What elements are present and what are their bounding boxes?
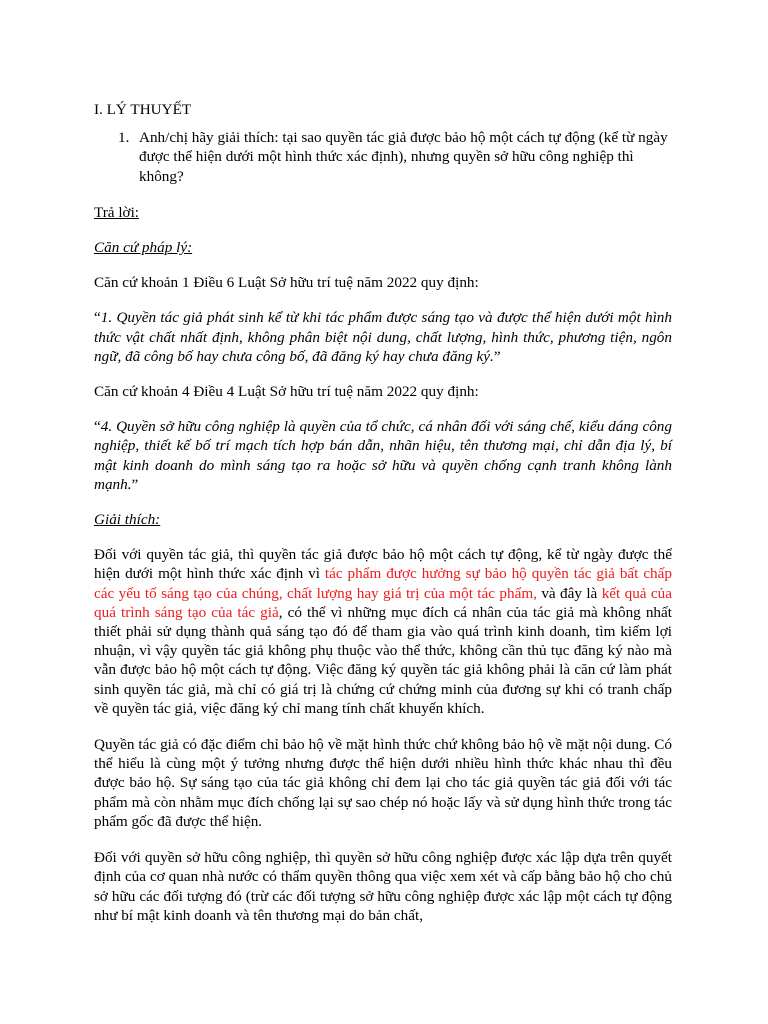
question-item bbox=[94, 128, 672, 186]
para1-part2: và đây là bbox=[536, 584, 602, 602]
quote-2-text: 4. Quyền sở hữu công nghiệp là quyền của tổ chức, cá nhân đối với sáng chế, kiểu dáng công nghiệp, thiết kế bố trí mạch tích hợp bán dẫn, nhãn hiệu, tên thương mại, chỉ dẫn địa lý, bí mật kinh doanh do mình sáng tạo ra hoặc sở hữu và quyền chống cạnh tranh không lành mạnh. bbox=[94, 418, 672, 493]
para1-highlight-2: kết quả của quá trình sáng tạo của tác giả bbox=[94, 584, 673, 621]
legal-basis-label: Căn cứ pháp lý: bbox=[94, 239, 193, 257]
quote-1 bbox=[94, 308, 672, 366]
para1-highlight-1: tác phẩm được hưởng sự bảo hộ quyền tác giả bất chấp các yếu tố sáng tạo của chúng, chất lượng hay giá trị của một tác phẩm, bbox=[94, 565, 672, 602]
question-number: 1. bbox=[118, 129, 130, 147]
quote-1-open: “ bbox=[94, 309, 101, 327]
explanation-paragraph-1 bbox=[94, 545, 672, 718]
quote-2-close: ” bbox=[131, 475, 139, 493]
quote-2-open: “ bbox=[94, 418, 101, 436]
basis-2-intro: Căn cứ khoản 4 Điều 4 Luật Sở hữu trí tuệ năm 2022 quy định: bbox=[94, 383, 479, 401]
para1-part1: Đối với quyền tác giả, thì quyền tác giả được bảo hộ một cách tự động, kể từ ngày được thể hiện dưới một hình thức xác định vì bbox=[94, 546, 672, 583]
quote-1-close: ” bbox=[493, 347, 501, 365]
document-body bbox=[94, 100, 672, 942]
question-text: Anh/chị hãy giải thích: tại sao quyền tác giả được bảo hộ một cách tự động (kể từ ngày được thể hiện dưới một hình thức xác định), nhưng quyền sở hữu công nghiệp thì không? bbox=[139, 129, 668, 185]
quote-1-text: 1. Quyền tác giả phát sinh kể từ khi tác phẩm được sáng tạo và được thể hiện dưới một hình thức vật chất nhất định, không phân biệt nội dung, chất lượng, hình thức, phương tiện, ngôn ngữ, đã công bố hay chưa công bố, đã đăng ký hay chưa đăng ký. bbox=[94, 309, 672, 365]
explanation-label: Giải thích: bbox=[94, 511, 161, 529]
quote-2 bbox=[94, 417, 672, 494]
para1-part3: , có thể vì những mục đích cá nhân của tác giả mà không nhất thiết phải sử dụng thành quả sáng tạo đó để tham gia vào quá trình kinh doanh, tìm kiếm lợi nhuận, vì vậy quyền tác giả không phụ thuộc vào thể thức, không cần thủ tục đăng ký nào mà vẫn được bảo hộ một cách tự động. Việc đăng ký quyền tác giả không phải là căn cứ làm phát sinh quyền tác giả, mà chỉ có giá trị là chứng cứ chứng minh của đương sự khi có tranh chấp về quyền tác giả, việc đăng ký chỉ mang tính chất khuyến khích. bbox=[94, 603, 672, 717]
explanation-paragraph-2: Quyền tác giả có đặc điểm chỉ bảo hộ về mặt hình thức chứ không bảo hộ về mặt nội dung. Có thể hiểu là cùng một ý tưởng nhưng được thể hiện dưới nhiều hình thức khác nhau thì đều được bảo hộ. Sự sáng tạo của tác giả không chỉ đem lại cho tác giả quyền tác giả đối với tác phẩm mà còn nhằm mục đích chống lại sự sao chép nó hoặc lấy và sử dụng hình thức trong tác phẩm gốc đã được thể hiện. bbox=[94, 736, 672, 830]
basis-1-intro: Căn cứ khoản 1 Điều 6 Luật Sở hữu trí tuệ năm 2022 quy định: bbox=[94, 274, 479, 292]
answer-label: Trả lời: bbox=[94, 203, 140, 221]
section-heading: I. LÝ THUYẾT bbox=[94, 101, 192, 118]
explanation-paragraph-3: Đối với quyền sở hữu công nghiệp, thì quyền sở hữu công nghiệp được xác lập dựa trên quyết định của cơ quan nhà nước có thẩm quyền thông qua việc xem xét và cấp bằng bảo hộ cho chủ sở hữu các đối tượng đó (trừ các đối tượng sở hữu công nghiệp được xác lập một cách tự động như bí mật kinh doanh và tên thương mại do bản chất, bbox=[94, 849, 672, 924]
